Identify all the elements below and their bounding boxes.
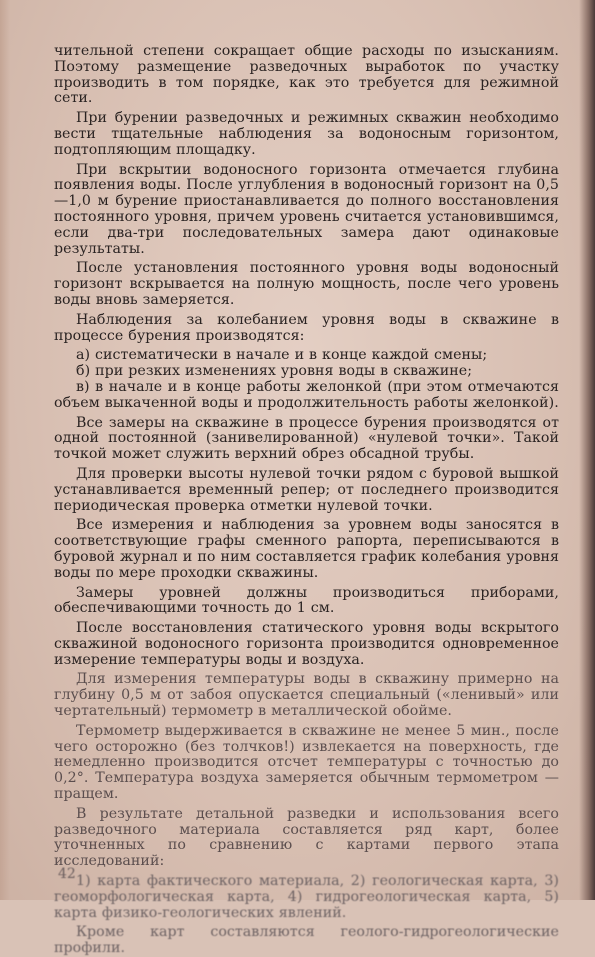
paragraph: 1) карта фактического материала, 2) геологическая карта, 3) геоморфологическая карта, 4) гидрогеологическая карта, 5) карта физико-геологических явлений. xyxy=(54,873,559,921)
list-item: б) при резких изменениях уровня воды в скважине; xyxy=(76,363,473,380)
paragraph: После установления постоянного уровня воды водоносный горизонт вскрывается на полную мощность, после чего уровень воды вновь замеряется. xyxy=(54,260,559,308)
body-text xyxy=(54,44,559,957)
paragraph: После восстановления статического уровня воды вскрытого скважиной водоносного горизонта производится одновременное измерение температуры воды и воздуха. xyxy=(54,620,559,668)
paragraph: чительной степени сокращает общие расходы по изысканиям. Поэтому размещение разведочных выработок по участку производить в том порядке, как это требуется для режимной сети. xyxy=(54,43,559,107)
paragraph: Все замеры на скважине в процессе бурения производятся от одной постоянной (занивелированной) «нулевой точки». Такой точкой может служить верхний обрез обсадной трубы. xyxy=(54,414,559,463)
paragraph: В результате детальной разведки и использования всего разведочного материала составляется ряд карт, более уточненных по сравнению с картами первого этапа исследований: xyxy=(54,805,559,870)
paragraph: Кроме карт составляются геолого-гидрогеологические профили. xyxy=(54,924,559,957)
paragraph: Термометр выдерживается в скважине не менее 5 мин., после чего осторожно (без толчков!) извлекается на поверхность, где немедленно производится отсчет температуры с точностью до 0,2°. Температура воздуха замеряется обычным термометром — пращем. xyxy=(54,722,559,803)
paragraph: Наблюдения за колебанием уровня воды в скважине в процессе бурения производятся: xyxy=(54,311,559,344)
paragraph: Все измерения и наблюдения за уровнем воды заносятся в соответствующие графы сменного рапорта, переписываются в буровой журнал и по ним составляется график колебания уровня воды по мере проходки скважины. xyxy=(54,517,559,581)
list-item: а) систематически в начале и в конце каждой смены; xyxy=(76,347,488,364)
paragraph: При вскрытии водоносного горизонта отмечается глубина появления воды. После углубления в водоносный горизонт на 0,5—1,0 м бурение приостанавливается до полного восстановления постоянного уровня, причем уровень считается установившимся, если два-три последовательных замера дают одинаковые результаты. xyxy=(54,161,559,257)
paragraph: Замеры уровней должны производиться приборами, обеспечивающими точность до 1 см. xyxy=(54,584,559,617)
paragraph: При бурении разведочных и режимных скважин необходимо вести тщательные наблюдения за водоносным горизонтом, подтопляющим площадку. xyxy=(54,110,559,158)
page-number: 42 xyxy=(58,866,76,882)
list-item: в) в начале и в конце работы желонкой (при этом отмечаются объем выкаченной воды и продолжительность работы желонкой). xyxy=(54,378,559,411)
paragraph: Для измерения температуры воды в скважину примерно на глубину 0,5 м от забоя опускается специальный («ленивый» или чертательный) термометр в металлической обойме. xyxy=(54,671,559,720)
paragraph: Для проверки высоты нулевой точки рядом с буровой вышкой устанавливается временный репер; от последнего производится периодическая проверка отметки нулевой точки. xyxy=(54,465,559,514)
